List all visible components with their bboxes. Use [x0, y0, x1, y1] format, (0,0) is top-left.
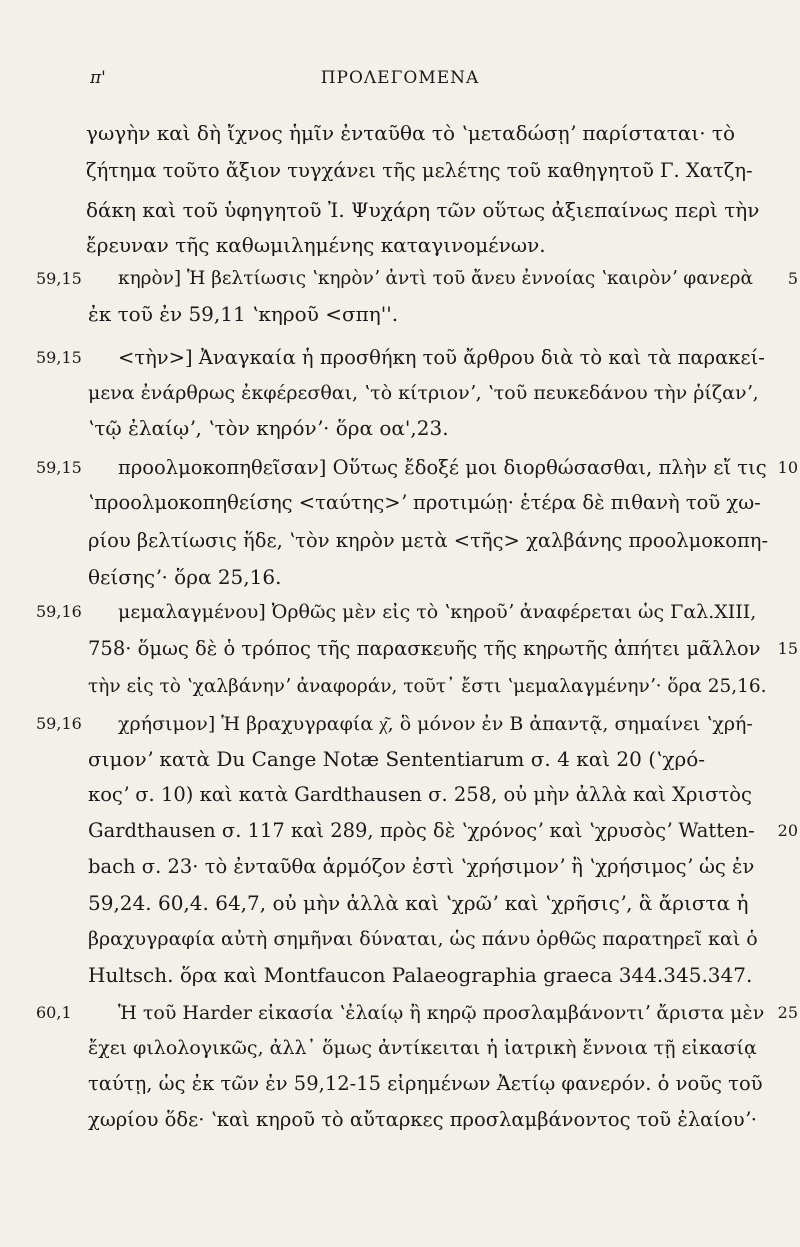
text-line: μεμαλαγμένου] Ὀρθῶς μὲν εἰς τὸ ʽκηροῦʼ ἀναφέρεται ὡς Γαλ.XIII, — [118, 601, 757, 623]
text-line: σιμονʼ κατὰ Du Cange Notæ Sententiarum σ. 4 καὶ 20 (ʽχρό- — [88, 747, 706, 771]
text-line: Gardthausen σ. 117 καὶ 289, πρὸς δὲ ʽχρόνοςʼ καὶ ʽχρυσὸςʼ Watten- — [88, 819, 755, 842]
entry-reference: 59,15 — [36, 348, 82, 367]
margin-line-number: 10 — [777, 458, 798, 477]
text-line: bach σ. 23· τὸ ἐνταῦθα ἁρμόζον ἐστὶ ʽχρήσιμονʼ ἢ ʽχρήσιμοςʼ ὡς ἐν — [88, 855, 755, 878]
text-line: βραχυγραφία αὐτὴ σημῆναι δύναται, ὡς πάνυ ὀρθῶς παρατηρεῖ καὶ ὁ — [88, 928, 758, 950]
text-line: ζήτημα τοῦτο ἄξιον τυγχάνει τῆς μελέτης τοῦ καθηγητοῦ Γ. Χατζη- — [86, 159, 753, 182]
text-line: <τὴν>] Ἀναγκαία ἡ προσθήκη τοῦ ἄρθρου διὰ τὸ καὶ τὰ παρακεί- — [118, 346, 765, 369]
text-line: ἔχει φιλολογικῶς, ἀλλ᾽ ὅμως ἀντίκειται ἡ ἰατρικὴ ἔννοια τῇ εἰκασίᾳ — [88, 1037, 757, 1059]
text-line: κοςʼ σ. 10) καὶ κατὰ Gardthausen σ. 258, οὐ μὴν ἀλλὰ καὶ Χριστὸς — [88, 783, 752, 806]
entry-reference: 59,16 — [36, 602, 82, 621]
margin-line-number: 25 — [777, 1003, 798, 1022]
entry-reference: 59,15 — [36, 269, 82, 288]
text-line: γωγὴν καὶ δὴ ἴχνος ἡμῖν ἐνταῦθα τὸ ʽμεταδώσῃʼ παρίσταται· τὸ — [86, 121, 736, 145]
text-line: ρίου βελτίωσις ἥδε, ʽτὸν κηρὸν μετὰ <τῆς> χαλβάνης προολμοκοπη- — [88, 529, 769, 552]
margin-line-number: 5 — [787, 269, 798, 288]
entry-reference: 59,15 — [36, 458, 82, 477]
text-line: μενα ἐνάρθρως ἐκφέρεσθαι, ʽτὸ κίτριονʼ, ʽτοῦ πευκεδάνου τὴν ῥίζανʼ, — [88, 382, 759, 404]
text-line: χωρίου ὅδε· ʽκαὶ κηροῦ τὸ αὔταρκες προσλαμβάνοντος τοῦ ἐλαίουʼ· — [88, 1108, 757, 1131]
text-line: δάκη καὶ τοῦ ὑφηγητοῦ Ἰ. Ψυχάρη τῶν οὕτως ἀξιεπαίνως περὶ τὴν — [86, 198, 760, 222]
text-line: ἐκ τοῦ ἐν 59,11 ʽκηροῦ <σπη''. — [88, 302, 399, 326]
text-line: ʽτῷ ἐλαίῳʼ, ʽτὸν κηρόνʼ· ὅρα οα',23. — [88, 416, 449, 440]
text-line: κηρὸν] Ἡ βελτίωσις ʽκηρὸνʼ ἀντὶ τοῦ ἄνευ ἐννοίας ʽκαιρὸνʼ φανερὰ — [118, 268, 753, 289]
running-head: ΠΡΟΛΕΓΟΜΕΝΑ — [320, 68, 480, 88]
text-line: ταύτῃ, ὡς ἐκ τῶν ἐν 59,12-15 εἰρημένων Ἀετίῳ φανερόν. ὁ νοῦς τοῦ — [88, 1072, 763, 1095]
text-line: ʽπροολμοκοπηθείσης <ταύτης>ʼ προτιμώῃ· ἑτέρα δὲ πιθανὴ τοῦ χω- — [88, 491, 761, 514]
text-line: Hultsch. ὅρα καὶ Montfaucon Palaeographia graeca 344.345.347. — [88, 963, 753, 987]
text-line: χρήσιμον] Ἡ βραχυγραφία χ͂, ὃ μόνον ἐν B ἀπαντᾷ, σημαίνει ʽχρή- — [118, 713, 753, 735]
margin-line-number: 20 — [777, 821, 798, 840]
text-line: προολμοκοπηθεῖσαν] Οὕτως ἔδοξέ μοι διορθώσασθαι, πλὴν εἴ τις — [118, 456, 767, 479]
text-line: 59,24. 60,4. 64,7, οὐ μὴν ἀλλὰ καὶ ʽχρῶʼ καὶ ʽχρῆσιςʼ, ἃ ἄριστα ἡ — [88, 891, 749, 915]
text-line: ἔρευναν τῆς καθωμιλημένης καταγινομένων. — [86, 233, 546, 257]
margin-line-number: 15 — [777, 639, 798, 658]
text-line: τὴν εἰς τὸ ʽχαλβάνηνʼ ἀναφοράν, τοῦτ᾽ ἔστι ʽμεμαλαγμένηνʼ· ὅρα 25,16. — [88, 676, 767, 697]
entry-reference: 60,1 — [36, 1003, 72, 1022]
page-number: π' — [90, 68, 106, 88]
text-line: 758· ὅμως δὲ ὁ τρόπος τῆς παρασκευῆς τῆς κηρωτῆς ἀπήτει μᾶλλον — [88, 637, 761, 660]
entry-reference: 59,16 — [36, 714, 82, 733]
text-line: θείσηςʼ· ὅρα 25,16. — [88, 565, 282, 589]
text-line: Ἡ τοῦ Harder εἰκασία ʽἐλαίῳ ἢ κηρῷ προσλαμβάνοντιʼ ἄριστα μὲν — [118, 1002, 765, 1024]
